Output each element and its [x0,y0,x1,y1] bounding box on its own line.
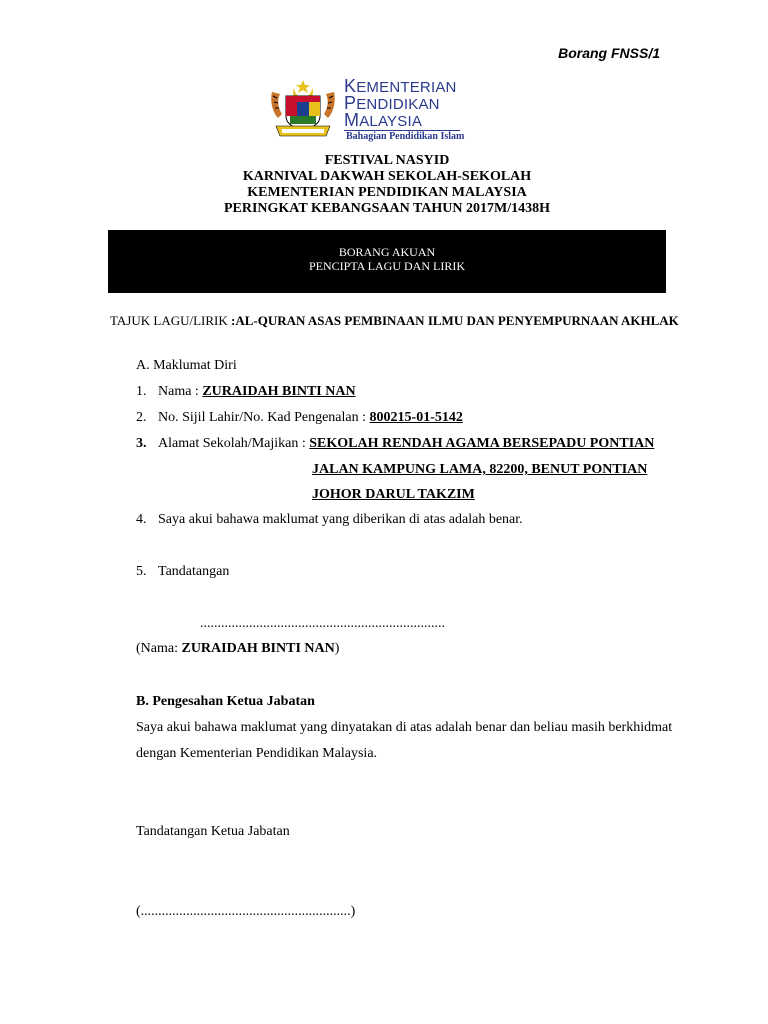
field-name-value: ZURAIDAH BINTI NAN [202,384,356,399]
signature-label: 5. Tandatangan [136,564,230,579]
form-title-banner [108,230,666,293]
head-signature-label: Tandatangan Ketua Jabatan [136,824,290,839]
field-ic-number: 2. No. Sijil Lahir/No. Kad Pengenalan : 800215-01-5142 [136,410,463,425]
malaysia-crest-icon [268,78,338,142]
logo-line-kementerian: KEMENTERIAN [344,76,457,96]
form-code: Borang FNSS/1 [558,45,660,61]
title-line-2: KARNIVAL DAKWAH SEKOLAH-SEKOLAH [242,169,532,184]
logo-line-malaysia: MALAYSIA [344,110,423,130]
title-line-1: FESTIVAL NASYID [324,153,450,168]
title-line-4: PERINGKAT KEBANGSAAN TAHUN 2017M/1438H [223,201,551,216]
section-b-heading: B. Pengesahan Ketua Jabatan [136,694,315,709]
field-address: 3. Alamat Sekolah/Majikan : SEKOLAH RENDAH AGAMA BERSEPADU PONTIAN [136,436,655,451]
banner-line-2: PENCIPTA LAGU DAN LIRIK [308,259,466,273]
endorsement-line-2: dengan Kementerian Pendidikan Malaysia. [136,746,378,761]
declaration-statement: 4. Saya akui bahawa maklumat yang diberikan di atas adalah benar. [136,512,523,527]
ministry-logo [268,78,468,142]
field-name: 1. Nama : ZURAIDAH BINTI NAN [136,384,356,399]
title-line-3: KEMENTERIAN PENDIDIKAN MALAYSIA [247,185,527,200]
signatory-name-value: ZURAIDAH BINTI NAN [181,641,335,656]
logo-line-pendidikan: PENDIDIKAN [344,93,440,113]
endorsement-line-1: Saya akui bahawa maklumat yang dinyatakan di atas adalah benar dan beliau masih berkhidmat [136,720,673,735]
field-address-line-1: SEKOLAH RENDAH AGAMA BERSEPADU PONTIAN [309,436,655,451]
signatory-name: (Nama: ZURAIDAH BINTI NAN) [136,641,340,656]
logo-subtitle: Bahagian Pendidikan Islam [346,131,465,142]
song-title-value: :AL-QURAN ASAS PEMBINAAN ILMU DAN PENYEMPURNAAN AKHLAK [231,313,679,328]
song-title-line [110,313,710,329]
endorsement-paragraph [136,715,676,767]
signature-line: ...................................................................... [200,616,445,631]
event-title-block [108,153,666,217]
section-a-heading: A. Maklumat Diri [136,358,237,373]
field-address-line-3: JOHOR DARUL TAKZIM [312,487,475,502]
banner-line-1: BORANG AKUAN [338,245,436,259]
song-title-label: TAJUK LAGU/LIRIK [110,313,231,328]
field-address-line-2: JALAN KAMPUNG LAMA, 82200, BENUT PONTIAN [312,462,648,477]
head-signature-line: (............................................................) [136,904,356,919]
field-ic-value: 800215-01-5142 [369,410,463,425]
